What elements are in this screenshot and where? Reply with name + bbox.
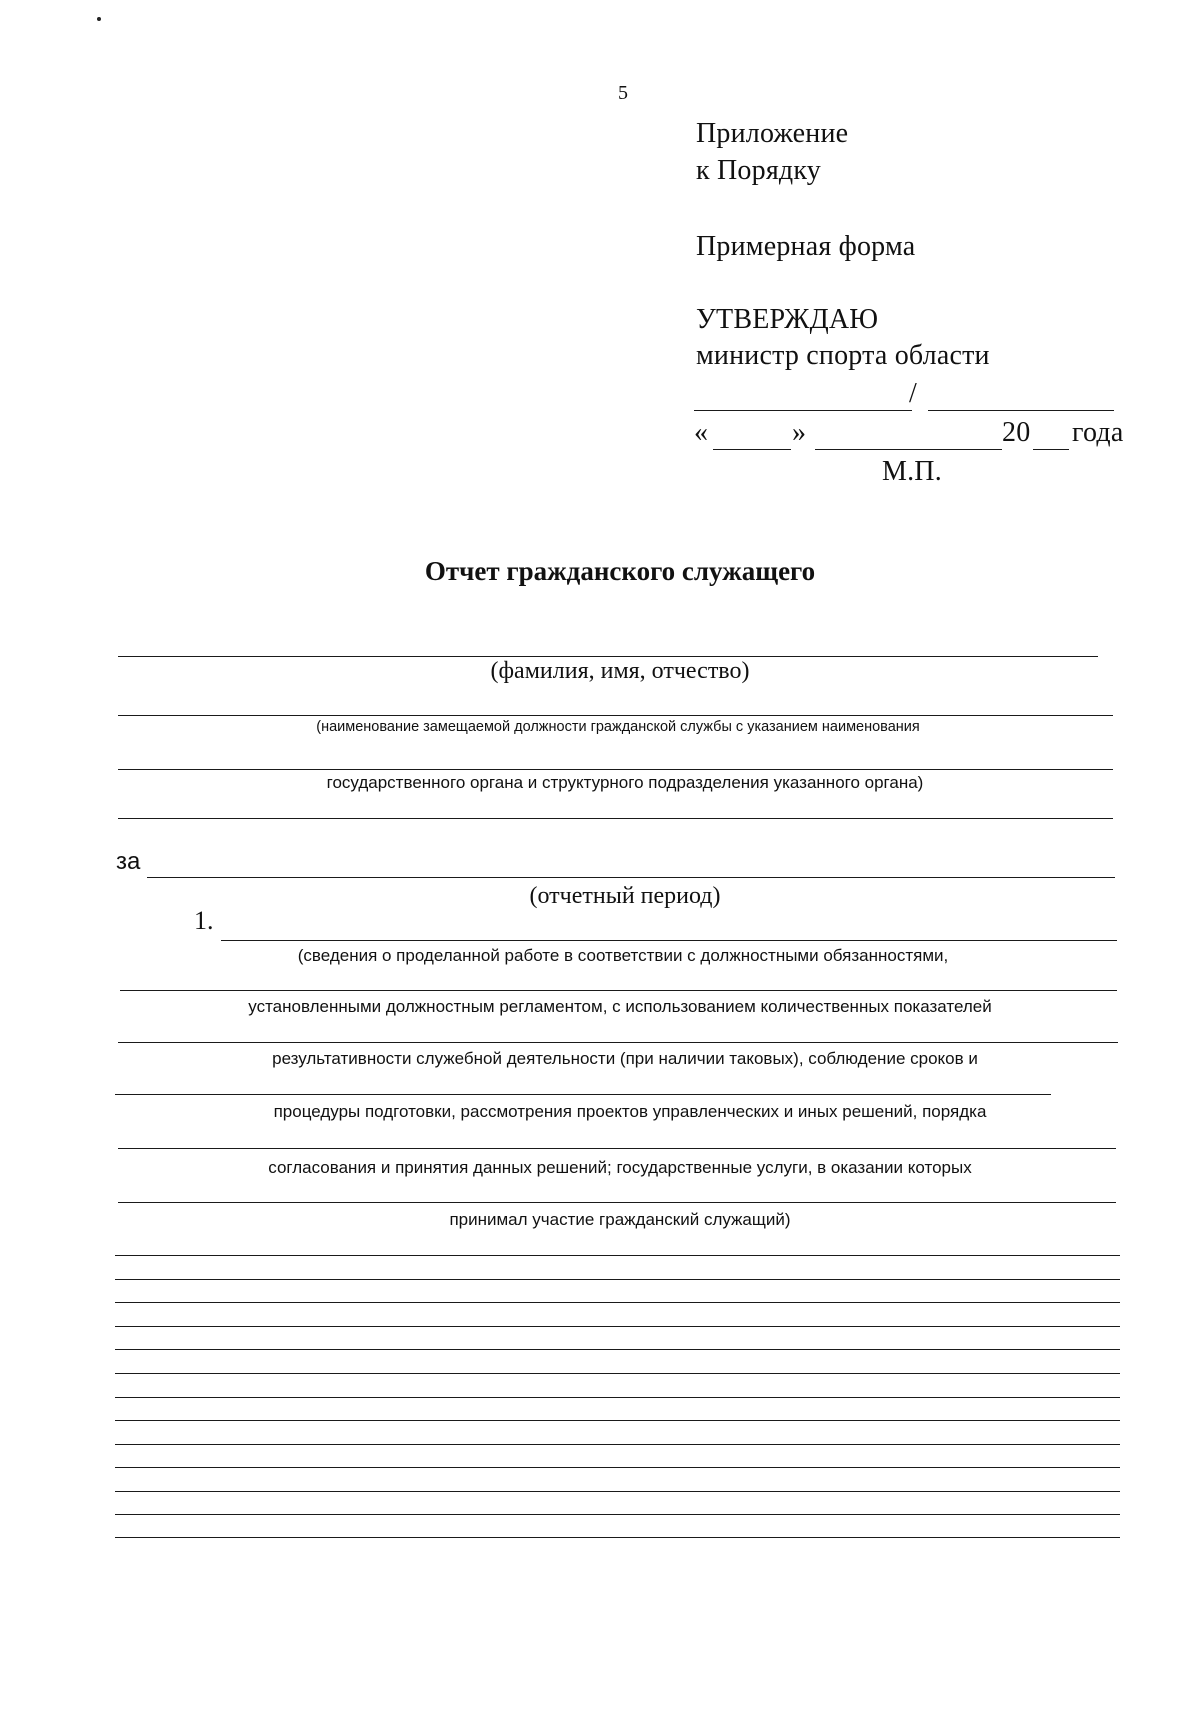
seal-label: М.П.: [882, 456, 942, 487]
approver-title: министр спорта области: [696, 340, 990, 371]
ruled-line: [115, 1444, 1120, 1445]
date-open-quote: «: [694, 417, 709, 448]
page-number: 5: [618, 82, 628, 104]
work-caption-1: (сведения о проделанной работе в соответствии с должностными обязанностями,: [297, 946, 949, 965]
work-line-3: [115, 1094, 1051, 1095]
work-caption-3: результативности служебной деятельности (при наличии таковых), соблюдение сроков и: [272, 1049, 978, 1068]
ruled-line: [115, 1302, 1120, 1303]
ruled-line: [115, 1279, 1120, 1280]
work-caption-6: принимал участие гражданский служащий): [449, 1210, 791, 1229]
position-line-1: [118, 715, 1113, 716]
year-prefix: 20: [1002, 417, 1031, 448]
fio-caption: (фамилия, имя, отчество): [490, 658, 750, 684]
signature-slash: /: [909, 378, 917, 409]
scan-speck: [97, 17, 101, 21]
item-line: [221, 940, 1117, 941]
position-line-2: [118, 769, 1113, 770]
ruled-line: [115, 1514, 1120, 1515]
name-line: [928, 410, 1114, 411]
period-caption: (отчетный период): [529, 883, 721, 909]
work-caption-5: согласования и принятия данных решений; государственные услуги, в оказании которых: [268, 1158, 972, 1177]
order-reference: к Порядку: [696, 155, 821, 186]
ruled-line: [115, 1349, 1120, 1350]
ruled-line: [115, 1537, 1120, 1538]
year-line: [1033, 449, 1069, 450]
approval-heading: УТВЕРЖДАЮ: [696, 304, 879, 335]
month-line: [815, 449, 1002, 450]
signature-line: [694, 410, 912, 411]
period-line: [147, 877, 1115, 878]
appendix-label: Приложение: [696, 118, 849, 149]
position-line-3: [118, 818, 1113, 819]
ruled-line: [115, 1373, 1120, 1374]
ruled-line: [115, 1420, 1120, 1421]
form-type-label: Примерная форма: [696, 231, 916, 262]
work-caption-4: процедуры подготовки, рассмотрения проектов управленческих и иных решений, порядка: [273, 1102, 987, 1121]
ruled-line: [115, 1397, 1120, 1398]
ruled-line: [115, 1326, 1120, 1327]
work-line-2: [118, 1042, 1118, 1043]
position-caption-1: (наименование замещаемой должности гражданской службы с указанием наименования: [316, 719, 920, 735]
position-caption-2: государственного органа и структурного подразделения указанного органа): [326, 773, 924, 792]
fio-line: [118, 656, 1098, 657]
report-title: Отчет гражданского служащего: [424, 556, 816, 586]
work-line-4: [118, 1148, 1116, 1149]
item-number: 1.: [194, 906, 214, 935]
day-line: [713, 449, 791, 450]
date-close-quote: »: [792, 417, 807, 448]
period-prefix: за: [116, 848, 141, 875]
work-line-1: [120, 990, 1117, 991]
ruled-line: [115, 1467, 1120, 1468]
year-suffix: года: [1072, 417, 1124, 448]
work-line-5: [118, 1202, 1116, 1203]
ruled-line: [115, 1255, 1120, 1256]
work-caption-2: установленными должностным регламентом, с использованием количественных показателей: [248, 997, 992, 1016]
ruled-line: [115, 1491, 1120, 1492]
